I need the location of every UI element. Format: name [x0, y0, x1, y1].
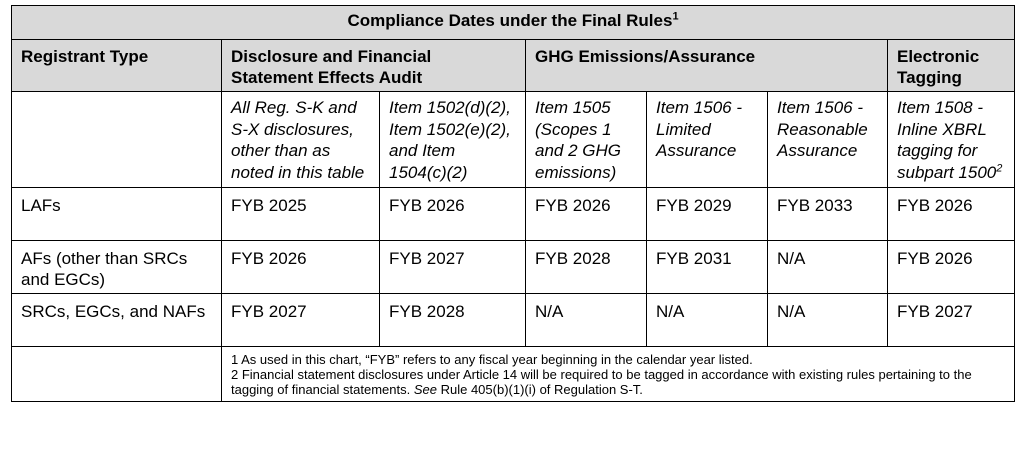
table-title-text: Compliance Dates under the Final Rules — [347, 11, 673, 30]
compliance-dates-table — [11, 5, 1015, 402]
header-disclosure: Disclosure and Financial Statement Effects Audit — [222, 40, 526, 92]
table-cell: FYB 2028 — [380, 294, 526, 347]
registrant-type-cell: LAFs — [12, 188, 222, 241]
subheader-item-1508-text: Item 1508 - Inline XBRL tagging for subpart 1500 — [897, 98, 997, 182]
table-cell: FYB 2028 — [526, 241, 647, 294]
footnote-2-text: 2 Financial statement disclosures under Article 14 will be required to be tagged in accordance with existing rules pertaining to the tagging of financial statements. — [231, 367, 972, 397]
table-cell: FYB 2027 — [888, 294, 1015, 347]
subheader-item-1502: Item 1502(d)(2), Item 1502(e)(2), and Item 1504(c)(2) — [380, 92, 526, 188]
registrant-type-cell: AFs (other than SRCs and EGCs) — [12, 241, 222, 294]
subheader-row — [12, 92, 1015, 188]
footnotes — [222, 347, 1015, 402]
table-cell: N/A — [526, 294, 647, 347]
footnote-2 — [231, 367, 1006, 397]
table-row — [12, 241, 1015, 294]
subheader-item-1506-limited: Item 1506 - Limited Assurance — [647, 92, 768, 188]
subheader-item-1506-reasonable: Item 1506 - Reasonable Assurance — [768, 92, 888, 188]
footnote-1: 1 As used in this chart, “FYB” refers to any fiscal year beginning in the calendar year listed. — [231, 352, 753, 367]
table-title-footnote-ref: 1 — [672, 10, 679, 23]
title-row — [12, 6, 1015, 40]
table-cell: FYB 2026 — [526, 188, 647, 241]
notes-row — [12, 347, 1015, 402]
subheader-footnote-ref: 2 — [996, 161, 1003, 174]
table-row — [12, 188, 1015, 241]
table-cell: FYB 2033 — [768, 188, 888, 241]
footnote-2-see: See — [413, 382, 437, 397]
table-cell: FYB 2027 — [380, 241, 526, 294]
table-cell: N/A — [647, 294, 768, 347]
subheader-item-1505: Item 1505 (Scopes 1 and 2 GHG emissions) — [526, 92, 647, 188]
table-cell: FYB 2026 — [380, 188, 526, 241]
header-row — [12, 40, 1015, 92]
table-cell: FYB 2025 — [222, 188, 380, 241]
header-tagging: Electronic Tagging — [888, 40, 1015, 92]
subheader-item-1508 — [888, 92, 1015, 188]
compliance-table-container — [11, 5, 1014, 402]
subheader-all-reg: All Reg. S-K and S-X disclosures, other than as noted in this table — [222, 92, 380, 188]
header-registrant-type: Registrant Type — [12, 40, 222, 92]
table-cell: FYB 2026 — [888, 188, 1015, 241]
table-cell: FYB 2026 — [222, 241, 380, 294]
registrant-type-cell: SRCs, EGCs, and NAFs — [12, 294, 222, 347]
table-cell: FYB 2029 — [647, 188, 768, 241]
table-cell: N/A — [768, 241, 888, 294]
table-cell: FYB 2031 — [647, 241, 768, 294]
table-row — [12, 294, 1015, 347]
notes-empty-cell — [12, 347, 222, 402]
table-title — [12, 6, 1015, 40]
table-cell: FYB 2027 — [222, 294, 380, 347]
header-ghg: GHG Emissions/Assurance — [526, 40, 888, 92]
subheader-empty — [12, 92, 222, 188]
table-cell: N/A — [768, 294, 888, 347]
footnote-2-rule: Rule 405(b)(1)(i) of Regulation S-T. — [436, 382, 643, 397]
table-cell: FYB 2026 — [888, 241, 1015, 294]
